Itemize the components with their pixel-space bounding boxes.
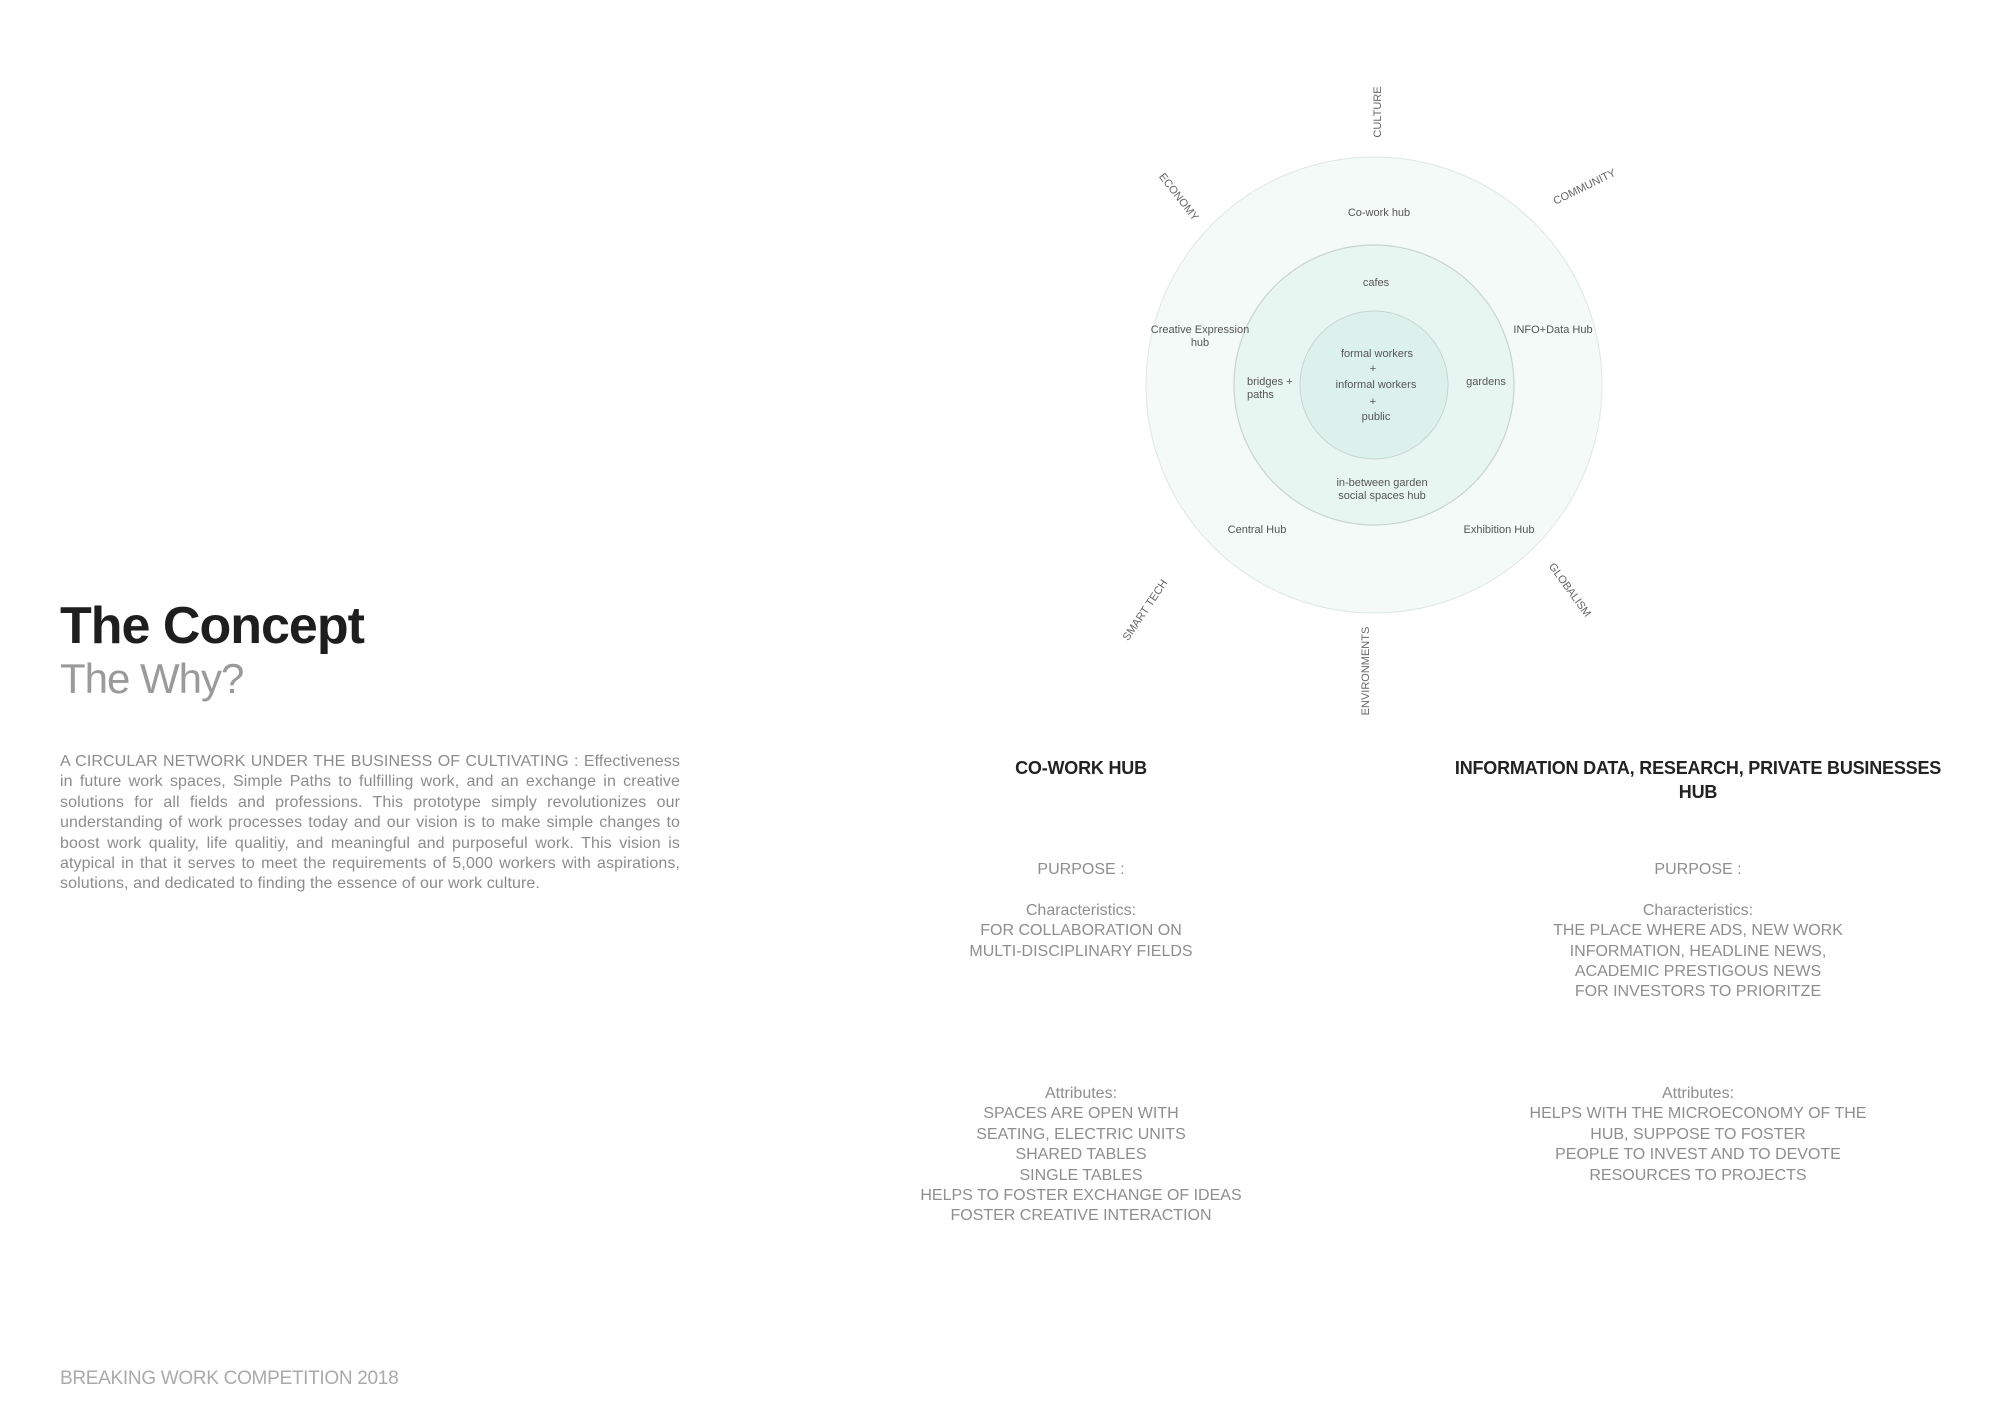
cowork-hub-attributes-block [821, 1084, 1341, 1227]
outer-creative-expression: Creative Expression [1150, 324, 1250, 336]
outer-creative-expression-hub: hub [1190, 337, 1210, 349]
info-hub-purpose-block [1438, 860, 1958, 1003]
core-formal-workers: formal workers [1340, 348, 1414, 360]
info-characteristic-line: THE PLACE WHERE ADS, NEW WORK [1553, 922, 1843, 940]
cowork-characteristic-line: MULTI-DISCIPLINARY FIELDS [969, 942, 1193, 960]
info-hub-attributes-block [1438, 1084, 1958, 1186]
info-hub-section [1438, 756, 1958, 804]
info-attribute-line: HELPS WITH THE MICROECONOMY OF THE [1529, 1105, 1867, 1123]
cowork-characteristic-line: FOR COLLABORATION ON [980, 922, 1182, 940]
outer-exhibition-hub: Exhibition Hub [1463, 524, 1535, 536]
info-characteristic-line: INFORMATION, HEADLINE NEWS, [1569, 942, 1827, 960]
spacer [1438, 880, 1958, 900]
core-public: public [1361, 411, 1391, 423]
spacer [821, 880, 1341, 900]
cowork-attribute-line: SEATING, ELECTRIC UNITS [976, 1125, 1186, 1143]
cowork-attribute-line: SINGLE TABLES [1019, 1166, 1143, 1184]
core-plus-1: + [1369, 363, 1377, 375]
info-characteristic-line: ACADEMIC PRESTIGOUS NEWS [1574, 963, 1822, 981]
label-economy: ECONOMY [1156, 171, 1201, 224]
cowork-hub-section [821, 756, 1341, 780]
info-attribute-line: HUB, SUPPOSE TO FOSTER [1590, 1125, 1806, 1143]
cowork-attribute-line: FOSTER CREATIVE INTERACTION [950, 1207, 1212, 1225]
outer-info-data-hub: INFO+Data Hub [1513, 324, 1593, 336]
cowork-purpose: PURPOSE : [1037, 861, 1125, 878]
footer-text: BREAKING WORK COMPETITION 2018 [60, 1368, 399, 1389]
info-hub-heading-line: INFORMATION DATA, RESEARCH, PRIVATE BUSINESSES [1454, 758, 1942, 778]
info-hub-heading-line: HUB [1678, 782, 1718, 802]
middle-social-spaces: social spaces hub [1338, 490, 1426, 502]
info-characteristics-label: Characteristics: [1642, 901, 1754, 919]
middle-cafes: cafes [1362, 277, 1390, 289]
cowork-hub-purpose-block [821, 860, 1341, 962]
core-plus-2: + [1369, 396, 1377, 408]
label-globalism: GLOBALISM [1545, 560, 1593, 620]
middle-paths: paths [1247, 389, 1274, 401]
cowork-attribute-line: SPACES ARE OPEN WITH [983, 1105, 1179, 1123]
cowork-attributes-label: Attributes: [1044, 1085, 1118, 1102]
cowork-attribute-line: SHARED TABLES [1015, 1146, 1147, 1164]
info-attribute-line: RESOURCES TO PROJECTS [1589, 1166, 1807, 1184]
middle-bridges: bridges + [1247, 376, 1293, 388]
label-smart-tech: SMART TECH [1120, 577, 1171, 644]
info-purpose: PURPOSE : [1654, 861, 1742, 878]
info-characteristic-line: FOR INVESTORS TO PRIORITZE [1574, 983, 1822, 1001]
outer-cowork-hub: Co-work hub [1347, 207, 1411, 219]
page-subtitle: The Why? [60, 655, 244, 702]
middle-inbetween-garden: in-between garden [1336, 477, 1428, 489]
label-environments: ENVIRONMENTS [1360, 626, 1372, 716]
middle-gardens: gardens [1466, 376, 1506, 388]
label-culture: CULTURE [1372, 86, 1384, 138]
label-community: COMMUNITY [1551, 167, 1618, 208]
outer-central-hub: Central Hub [1227, 524, 1287, 536]
core-informal-workers: informal workers [1335, 379, 1417, 391]
info-attribute-line: PEOPLE TO INVEST AND TO DEVOTE [1555, 1146, 1841, 1164]
page-title: The Concept [60, 597, 364, 655]
cowork-characteristics-label: Characteristics: [1025, 901, 1137, 919]
cowork-hub-heading: CO-WORK HUB [1015, 758, 1147, 778]
cowork-attribute-line: HELPS TO FOSTER EXCHANGE OF IDEAS [920, 1187, 1242, 1205]
info-attributes-label: Attributes: [1661, 1085, 1735, 1102]
concept-description: A CIRCULAR NETWORK UNDER THE BUSINESS OF CULTIVATING : Effectiveness in future work spaces, Simple Paths to fulfilling work, and an exchange in creative solutions for all fields and professions. This prototype simply revolutionizes our understanding of work processes today and our vision is to make simple changes to boost work quality, life qualitiy, and meaningful and purposeful work. This vision is atypical in that it serves to meet the requirements of 5,000 workers with aspirations, solutions, and dedicated to finding the essence of our work culture. [60, 753, 680, 893]
